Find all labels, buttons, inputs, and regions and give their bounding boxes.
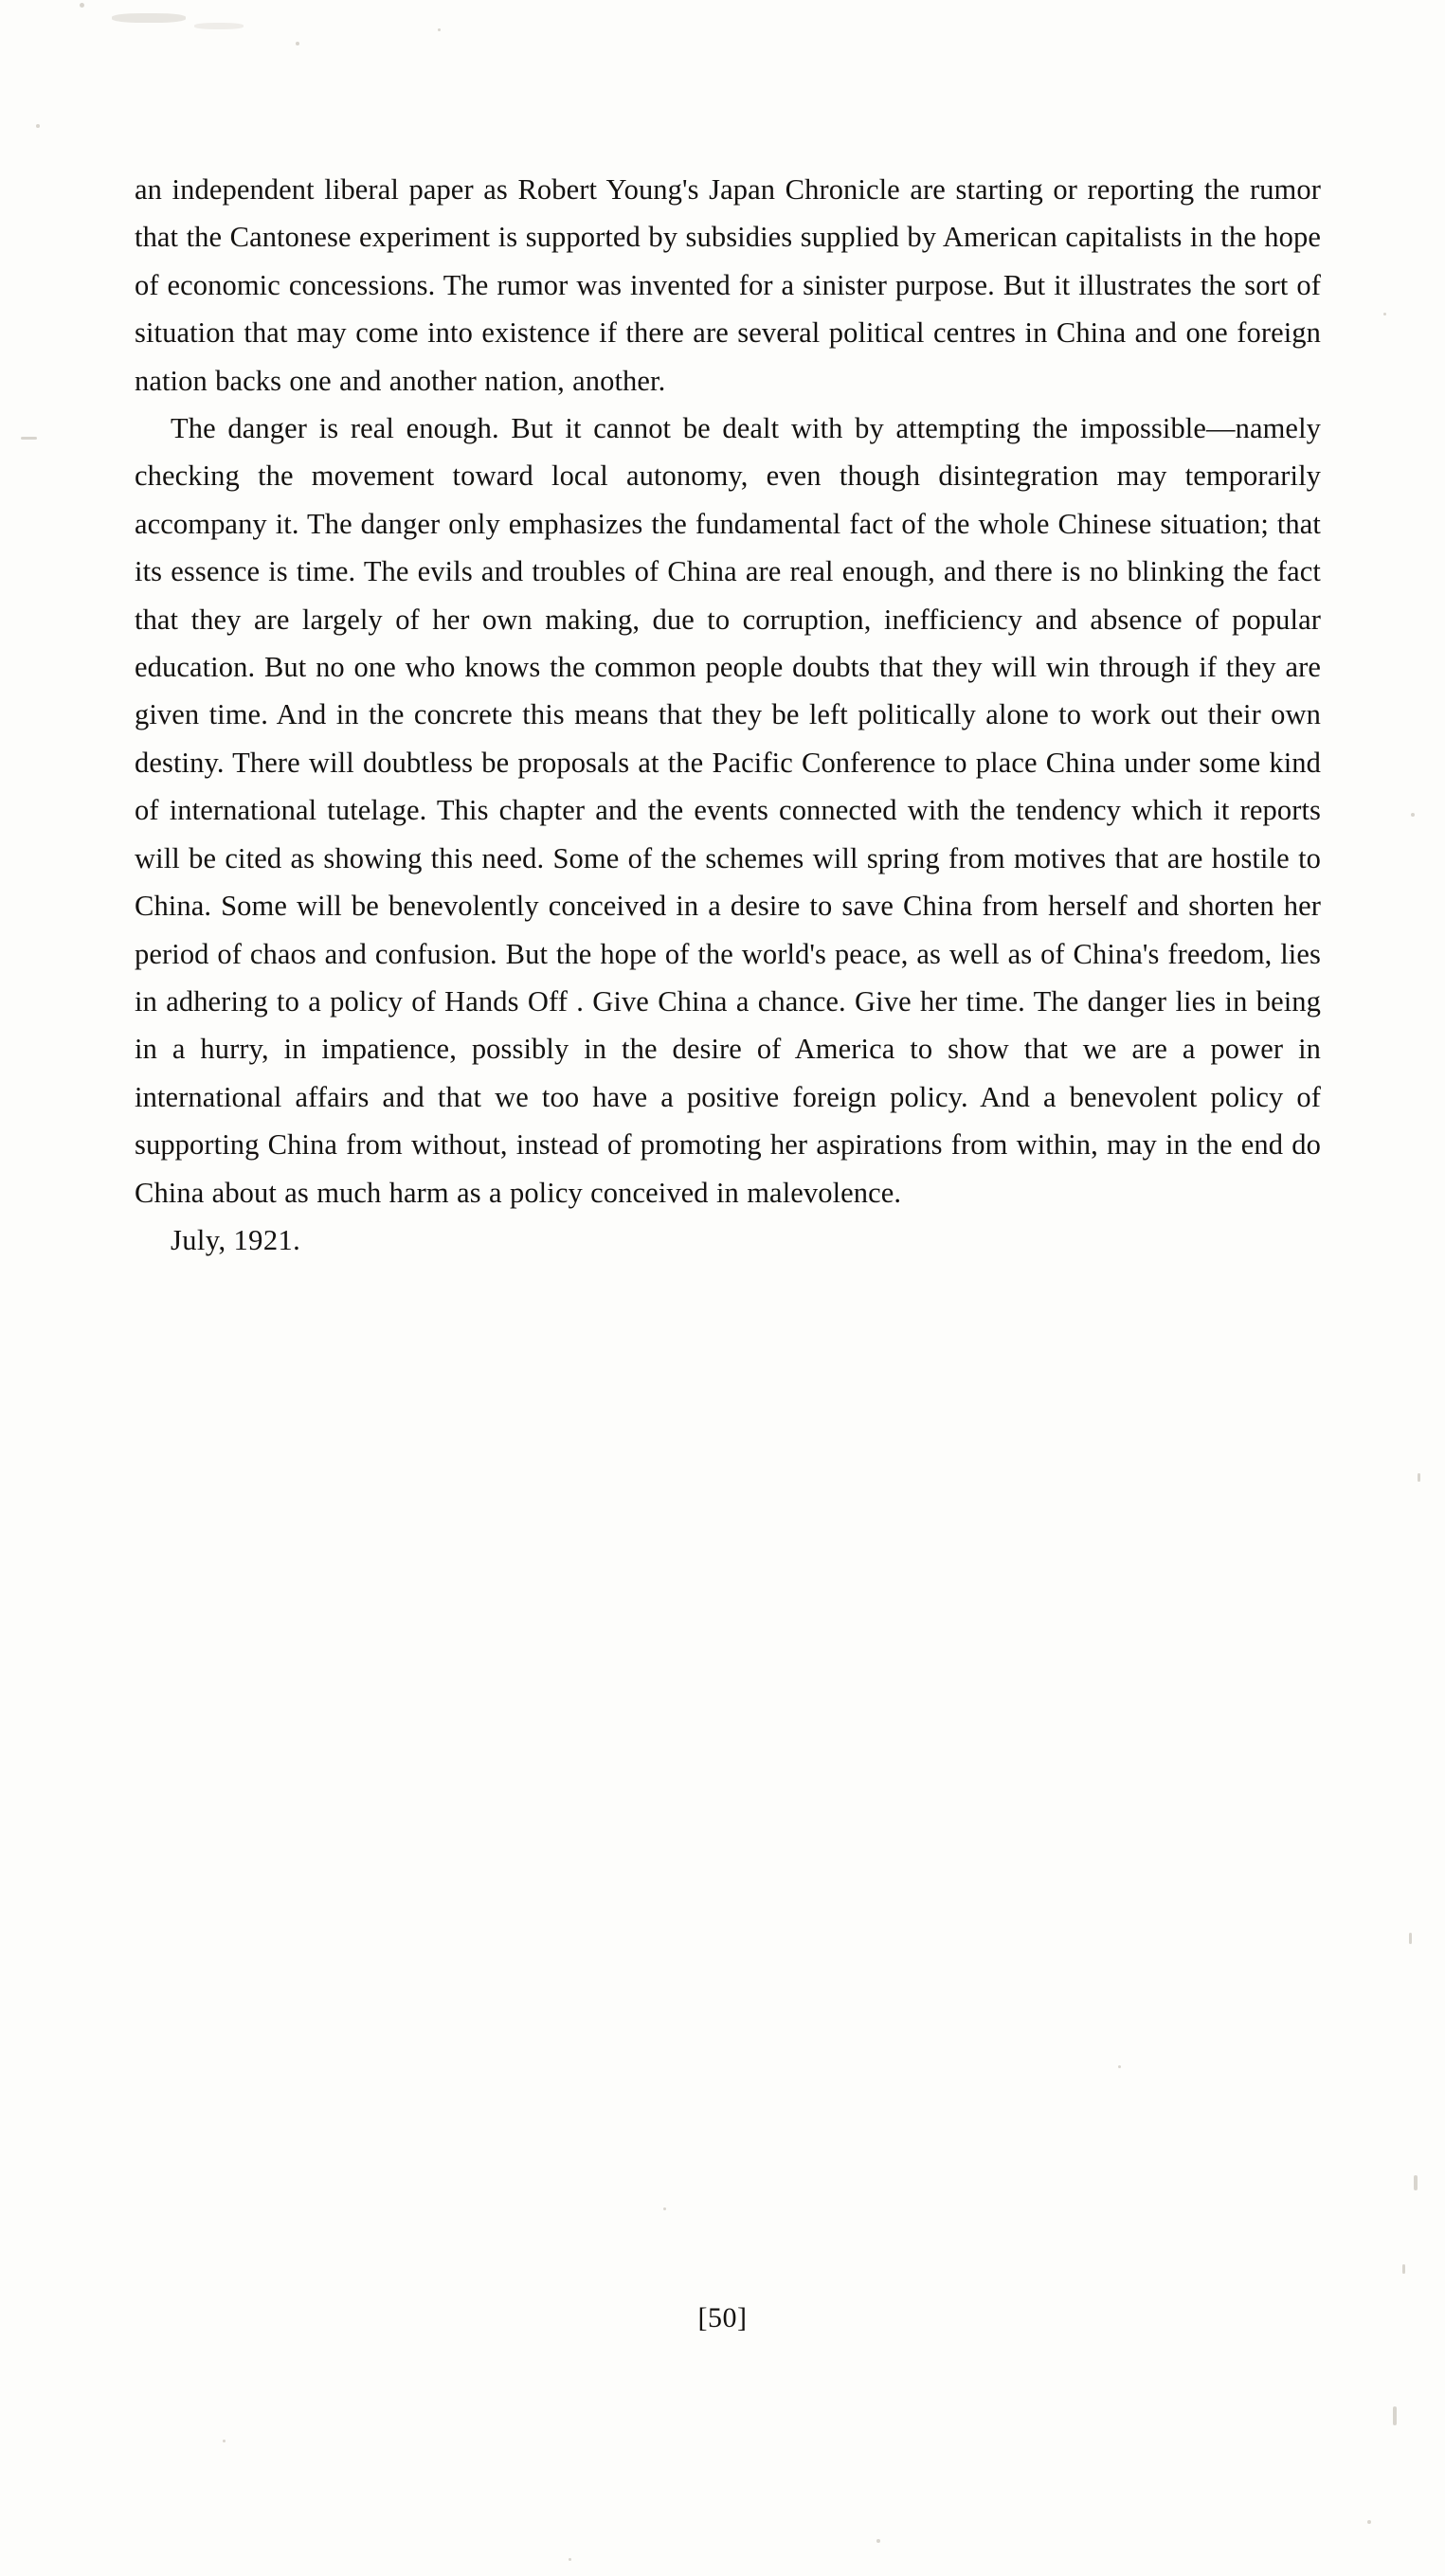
body-text-column	[135, 166, 1321, 1264]
paragraph-2: The danger is real enough. But it cannot be dealt with by attempting the impossible—namely checking the movement toward local autonomy, even though disintegration may temporarily accompany it. The danger only emphasizes the fundamental fact of the whole Chinese situation; that its essence is time. The evils and troubles of China are real enough, and there is no blinking the fact that they are largely of her own making, due to corruption, inefficiency and absence of popular education. But no one who knows the common people doubts that they will win through if they are given time. And in the concrete this means that they be left politically alone to work out their own destiny. There will doubtless be proposals at the Pacific Conference to place China under some kind of international tutelage. This chapter and the events connected with the tendency which it reports will be cited as showing this need. Some of the schemes will spring from motives that are hostile to China. Some will be benevolently conceived in a desire to save China from herself and shorten her period of chaos and confusion. But the hope of the world's peace, as well as of China's freedom, lies in adhering to a policy of Hands Off . Give China a chance. Give her time. The danger lies in being in a hurry, in impatience, possibly in the desire of America to show that we are a power in international affairs and that we too have a positive foreign policy. And a benevolent policy of supporting China from without, instead of promoting her aspirations from within, may in the end do China about as much harm as a policy conceived in malevolence.	[135, 412, 1321, 1209]
page-number: [50]	[697, 2302, 748, 2333]
signoff-date: July, 1921.	[171, 1223, 301, 1256]
paragraph-1: an independent liberal paper as Robert Young's Japan Chronicle are starting or reporting the rumor that the Cantonese experiment is supported by subsidies supplied by American capitalists in the hope of economic concessions. The rumor was invented for a sinister purpose. But it illustrates the sort of situation that may come into existence if there are several political centres in China and one foreign nation backs one and another nation, another.	[135, 173, 1321, 397]
